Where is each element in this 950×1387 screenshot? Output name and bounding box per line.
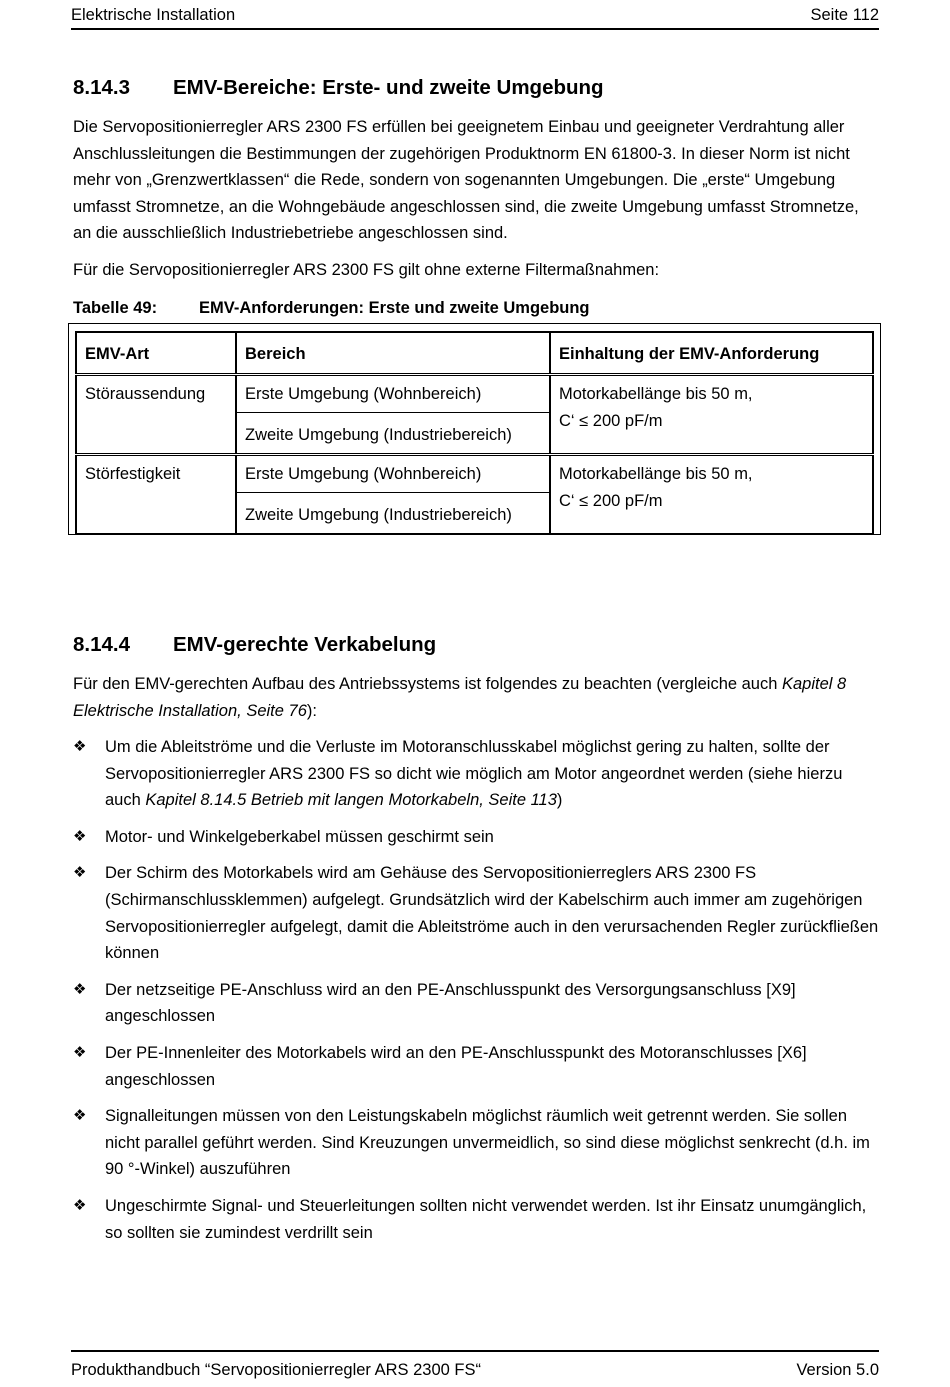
emv-art-cell: Störfestigkeit [76,455,236,535]
list-item [73,977,879,1030]
bullet-icon: ❖ [73,864,87,882]
table-caption-title: EMV-Anforderungen: Erste und zweite Umgebung [199,299,590,317]
section-heading-8-14-4 [73,632,436,658]
bereich-cell: Zweite Umgebung (Industriebereich) [236,413,550,455]
emv-art-cell: Störaussendung [76,375,236,455]
bullet-list [73,734,879,1256]
section-number: 8.14.3 [73,76,130,99]
section-paragraph-2: Für die Servopositionierregler ARS 2300 FS gilt ohne externe Filtermaßnahmen: [73,261,660,279]
table-row [76,375,873,413]
chapter-reference-link: Kapitel 8 Elektrische Installation, Seite 76 [73,675,847,720]
table-frame [68,323,881,535]
header-page-number: Seite 112 [810,6,879,24]
list-item [73,734,879,814]
table-header-cell: Bereich [236,332,550,375]
bullet-icon: ❖ [73,1043,87,1061]
table-row [76,455,873,493]
table-header-cell: EMV-Art [76,332,236,375]
list-item-text: Signalleitungen müssen von den Leistungskabeln möglichst räumlich weit getrennt werden. Sie sollen nicht parallel geführt werden. Sind Kreuzungen unvermeidlich, so sind diese möglichst senkrecht (d.h. im 90 °-Winkel) auszuführen [105,1107,870,1179]
bullet-icon: ❖ [73,1196,87,1214]
einhaltung-line: Motorkabellänge bis 50 m, [559,385,753,403]
bereich-cell: Zweite Umgebung (Industriebereich) [236,493,550,535]
list-item-text: Der PE-Innenleiter des Motorkabels wird an den PE-Anschlusspunkt des Motoranschlusses [X6] angeschlossen [105,1043,807,1089]
bullet-icon: ❖ [73,827,87,845]
einhaltung-line: C‘ ≤ 200 pF/m [559,412,663,430]
chapter-reference-link: Kapitel 8.14.5 Betrieb mit langen Motorkabeln, Seite 113 [145,791,557,810]
einhaltung-cell [550,455,873,535]
intro-end: ): [306,701,317,720]
bullet-icon: ❖ [73,1107,87,1125]
intro-text: Für den EMV-gerechten Aufbau des Antriebssystems ist folgendes zu beachten (vergleiche auch [73,675,782,693]
section-title: EMV-gerechte Verkabelung [173,633,437,656]
emv-table [75,331,874,535]
table-header-cell: Einhaltung der EMV-Anforderung [550,332,873,375]
einhaltung-cell [550,375,873,455]
bullet-icon: ❖ [73,980,87,998]
list-item [73,1103,879,1183]
list-item-text: Ungeschirmte Signal- und Steuerleitungen sollten nicht verwendet werden. Ist ihr Einsatz unumgänglich, so sollten sie zumindest verdrillt sein [105,1196,867,1242]
section-title: EMV-Bereiche: Erste- und zweite Umgebung [173,76,604,99]
list-item-text: Der Schirm des Motorkabels wird am Gehäuse des Servopositionierreglers ARS 2300 FS (Schirmanschlussklemmen) aufgelegt. Grundsätzlich wird der Kabelschirm auch immer am zugehörigen Servopositionierregler aufgelegt, damit die Ableitströme auch in den verursachenden Regler zurückfließen können [105,864,879,963]
einhaltung-line: C‘ ≤ 200 pF/m [559,492,663,510]
section-paragraph: Die Servopositionierregler ARS 2300 FS erfüllen bei geeignetem Einbau und geeigneter Verdrahtung aller Anschlussleitungen die Bestimmungen der zugehörigen Produktnorm EN 61800-3. In dieser Norm ist nicht mehr von „Grenzwertklassen“ die Rede, sondern von sogenannten Umgebungen. Die „erste“ Umgebung umfasst Stromnetze, an die Wohngebäude angeschlossen sind, die zweite Umgebung umfasst Stromnetze, an die ausschließlich Industriebetriebe angeschlossen sind. [73,118,859,243]
table-caption-label: Tabelle 49: [73,299,158,317]
list-item [73,860,879,966]
list-item [73,1040,879,1093]
section-number: 8.14.4 [73,633,130,656]
list-item-end: ) [556,791,563,810]
list-item-text: Um die Ableitströme und die Verluste im Motoranschlusskabel möglichst gering zu halten, sollte der Servopositionierregler ARS 2300 FS so dicht wie möglich am Motor angeordnet werden (siehe hierzu auch [105,738,843,810]
list-item-text: Der netzseitige PE-Anschluss wird an den PE-Anschlusspunkt des Versorgungsanschluss [X9] angeschlossen [105,980,796,1026]
page-footer [71,1350,879,1381]
bereich-cell: Erste Umgebung (Wohnbereich) [236,375,550,413]
bereich-cell: Erste Umgebung (Wohnbereich) [236,455,550,493]
einhaltung-line: Motorkabellänge bis 50 m, [559,465,753,483]
list-item [73,824,879,851]
section-heading-8-14-3 [73,75,604,101]
table-header-row [76,332,873,375]
list-item-text: Motor- und Winkelgeberkabel müssen geschirmt sein [105,827,494,846]
page-header [71,4,879,30]
list-item [73,1193,879,1246]
bullet-icon: ❖ [73,738,87,755]
footer-version: Version 5.0 [796,1361,879,1379]
table-caption [73,296,590,320]
footer-document-title: Produkthandbuch “Servopositionierregler ARS 2300 FS“ [71,1361,481,1379]
header-chapter: Elektrische Installation [71,6,236,24]
section-intro [73,671,879,724]
